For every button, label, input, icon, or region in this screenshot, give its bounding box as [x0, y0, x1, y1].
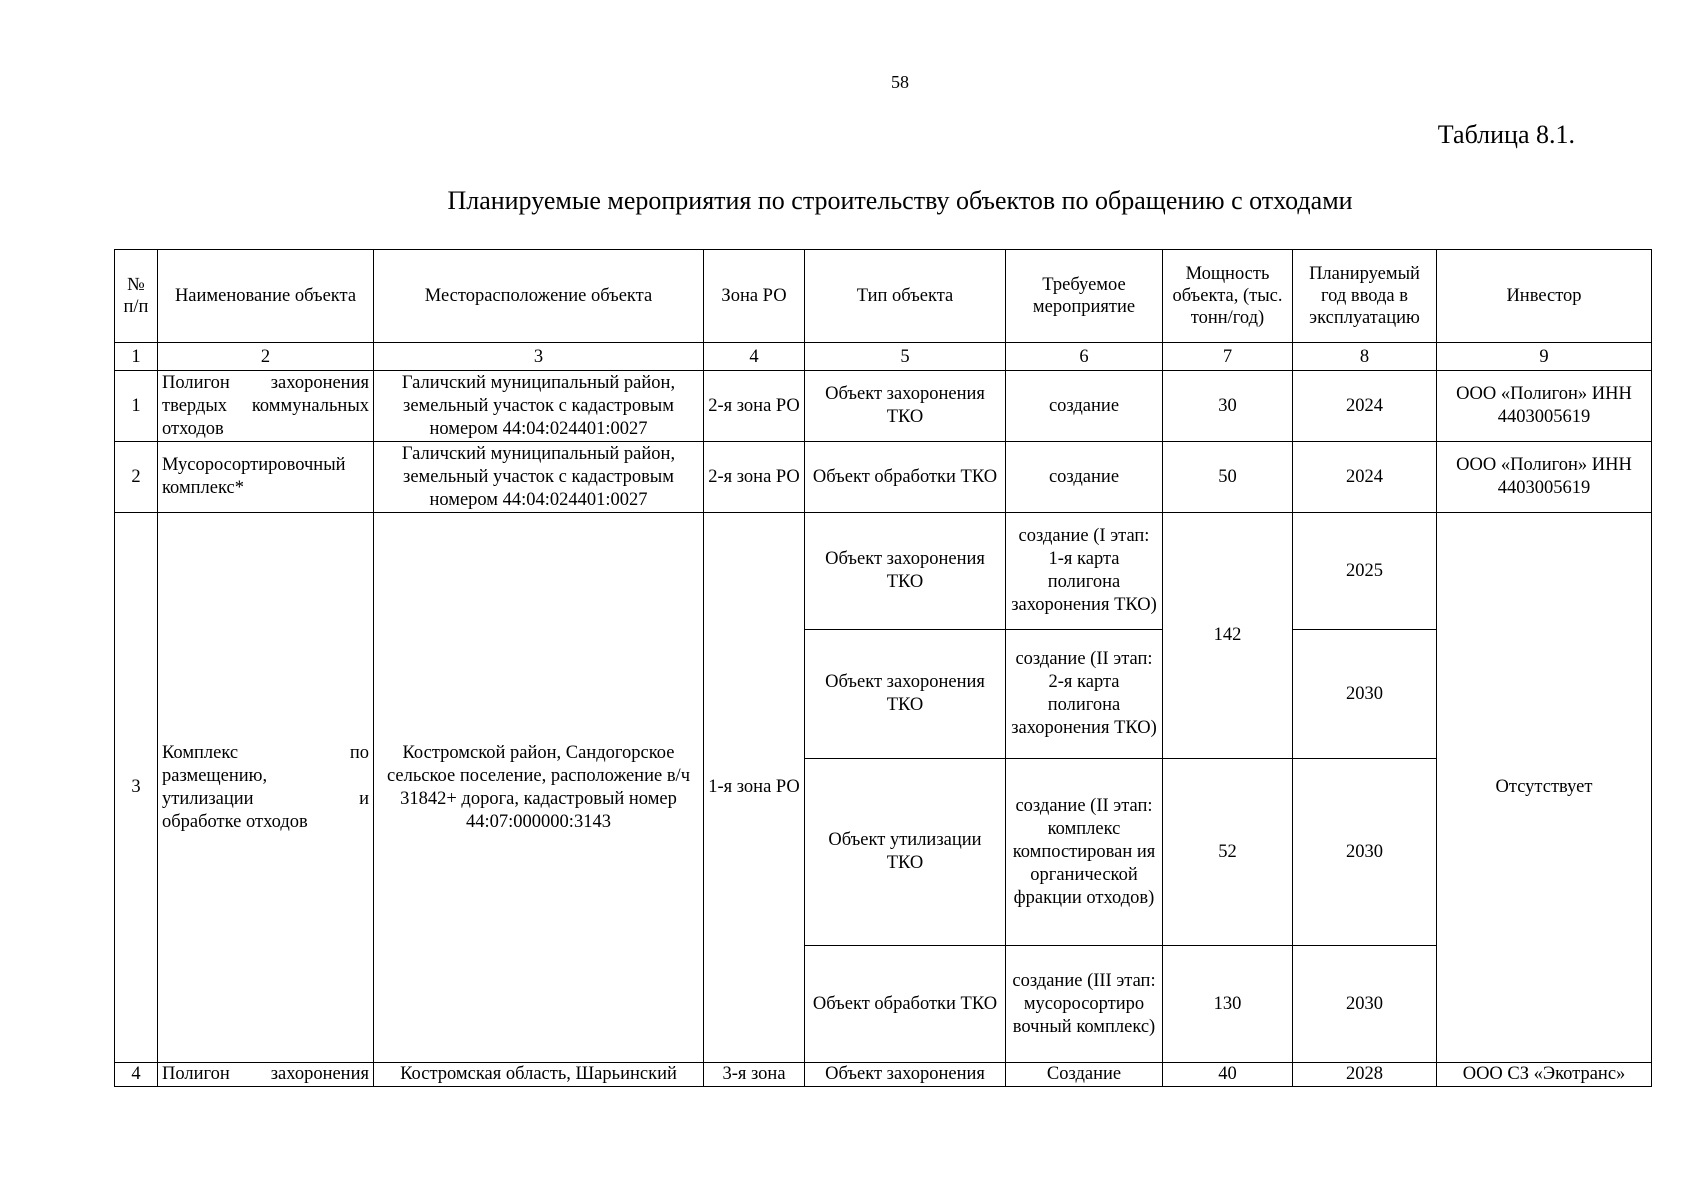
- capacity: 40: [1163, 1063, 1293, 1087]
- row-number: 2: [115, 442, 158, 513]
- object-type: Объект захоронения ТКО: [805, 371, 1006, 442]
- investor: ООО «Полигон» ИНН 4403005619: [1437, 442, 1652, 513]
- column-number-row: [115, 343, 1652, 371]
- table-title: Планируемые мероприятия по строительству объектов по обращению с отходами: [447, 186, 1353, 215]
- required-action: создание: [1006, 371, 1163, 442]
- planned-year: 2024: [1293, 442, 1437, 513]
- object-location: Костромской район, Сандогорское сельское поселение, расположение в/ч 31842+ дорога, кадастровый номер 44:07:000000:3143: [374, 513, 704, 1063]
- column-number: 4: [704, 343, 805, 371]
- object-name: Полигон захоронения: [158, 1063, 374, 1087]
- planned-year: 2030: [1293, 630, 1437, 759]
- object-type: Объект обработки ТКО: [805, 946, 1006, 1063]
- object-location: Костромская область, Шарьинский: [374, 1063, 704, 1087]
- header-number: № п/п: [115, 250, 158, 343]
- page-number: 58: [891, 72, 909, 92]
- capacity: 52: [1163, 759, 1293, 946]
- header-planned-year: Планируемый год ввода в эксплуатацию: [1293, 250, 1437, 343]
- capacity: 142: [1163, 513, 1293, 759]
- object-type: Объект захоронения: [805, 1063, 1006, 1087]
- capacity: 130: [1163, 946, 1293, 1063]
- investor: ООО «Полигон» ИНН 4403005619: [1437, 371, 1652, 442]
- header-required-action: Требуемое мероприятие: [1006, 250, 1163, 343]
- column-number: 5: [805, 343, 1006, 371]
- column-number: 7: [1163, 343, 1293, 371]
- object-type: Объект обработки ТКО: [805, 442, 1006, 513]
- required-action: создание (III этап: мусоросортиро вочный комплекс): [1006, 946, 1163, 1063]
- planned-year: 2028: [1293, 1063, 1437, 1087]
- planned-year: 2030: [1293, 946, 1437, 1063]
- zone: 3-я зона: [704, 1063, 805, 1087]
- header-object-name: Наименование объекта: [158, 250, 374, 343]
- required-action: создание: [1006, 442, 1163, 513]
- waste-facilities-table: [114, 249, 1652, 1087]
- object-name: Мусоросортировочный комплекс*: [158, 442, 374, 513]
- object-location: Галичский муниципальный район, земельный участок с кадастровым номером 44:04:024401:0027: [374, 371, 704, 442]
- table-row: [115, 442, 1652, 513]
- table-row: [115, 371, 1652, 442]
- required-action: создание (II этап: 2-я карта полигона захоронения ТКО): [1006, 630, 1163, 759]
- table-row: [115, 513, 1652, 630]
- zone: 2-я зона РО: [704, 371, 805, 442]
- row-number: 1: [115, 371, 158, 442]
- object-name: Комплекс по размещению, утилизации и обработке отходов: [158, 513, 374, 1063]
- required-action: создание (II этап: комплекс компостирован ия органической фракции отходов): [1006, 759, 1163, 946]
- header-location: Месторасположение объекта: [374, 250, 704, 343]
- required-action: создание (I этап: 1-я карта полигона захоронения ТКО): [1006, 513, 1163, 630]
- investor: ООО СЗ «Экотранс»: [1437, 1063, 1652, 1087]
- column-number: 1: [115, 343, 158, 371]
- required-action: Создание: [1006, 1063, 1163, 1087]
- planned-year: 2024: [1293, 371, 1437, 442]
- table-row: [115, 1063, 1652, 1087]
- object-name: Полигон захоронения твердых коммунальных отходов: [158, 371, 374, 442]
- header-investor: Инвестор: [1437, 250, 1652, 343]
- header-row: [115, 250, 1652, 343]
- column-number: 8: [1293, 343, 1437, 371]
- zone: 1-я зона РО: [704, 513, 805, 1063]
- header-object-type: Тип объекта: [805, 250, 1006, 343]
- capacity: 50: [1163, 442, 1293, 513]
- row-number: 3: [115, 513, 158, 1063]
- planned-year: 2025: [1293, 513, 1437, 630]
- row-number: 4: [115, 1063, 158, 1087]
- table-reference: Таблица 8.1.: [1437, 120, 1575, 149]
- object-type: Объект захоронения ТКО: [805, 513, 1006, 630]
- object-type: Объект утилизации ТКО: [805, 759, 1006, 946]
- header-capacity: Мощность объекта, (тыс. тонн/год): [1163, 250, 1293, 343]
- zone: 2-я зона РО: [704, 442, 805, 513]
- column-number: 6: [1006, 343, 1163, 371]
- column-number: 3: [374, 343, 704, 371]
- column-number: 2: [158, 343, 374, 371]
- planned-year: 2030: [1293, 759, 1437, 946]
- investor: Отсутствует: [1437, 513, 1652, 1063]
- object-type: Объект захоронения ТКО: [805, 630, 1006, 759]
- column-number: 9: [1437, 343, 1652, 371]
- capacity: 30: [1163, 371, 1293, 442]
- header-zone: Зона РО: [704, 250, 805, 343]
- object-location: Галичский муниципальный район, земельный участок с кадастровым номером 44:04:024401:0027: [374, 442, 704, 513]
